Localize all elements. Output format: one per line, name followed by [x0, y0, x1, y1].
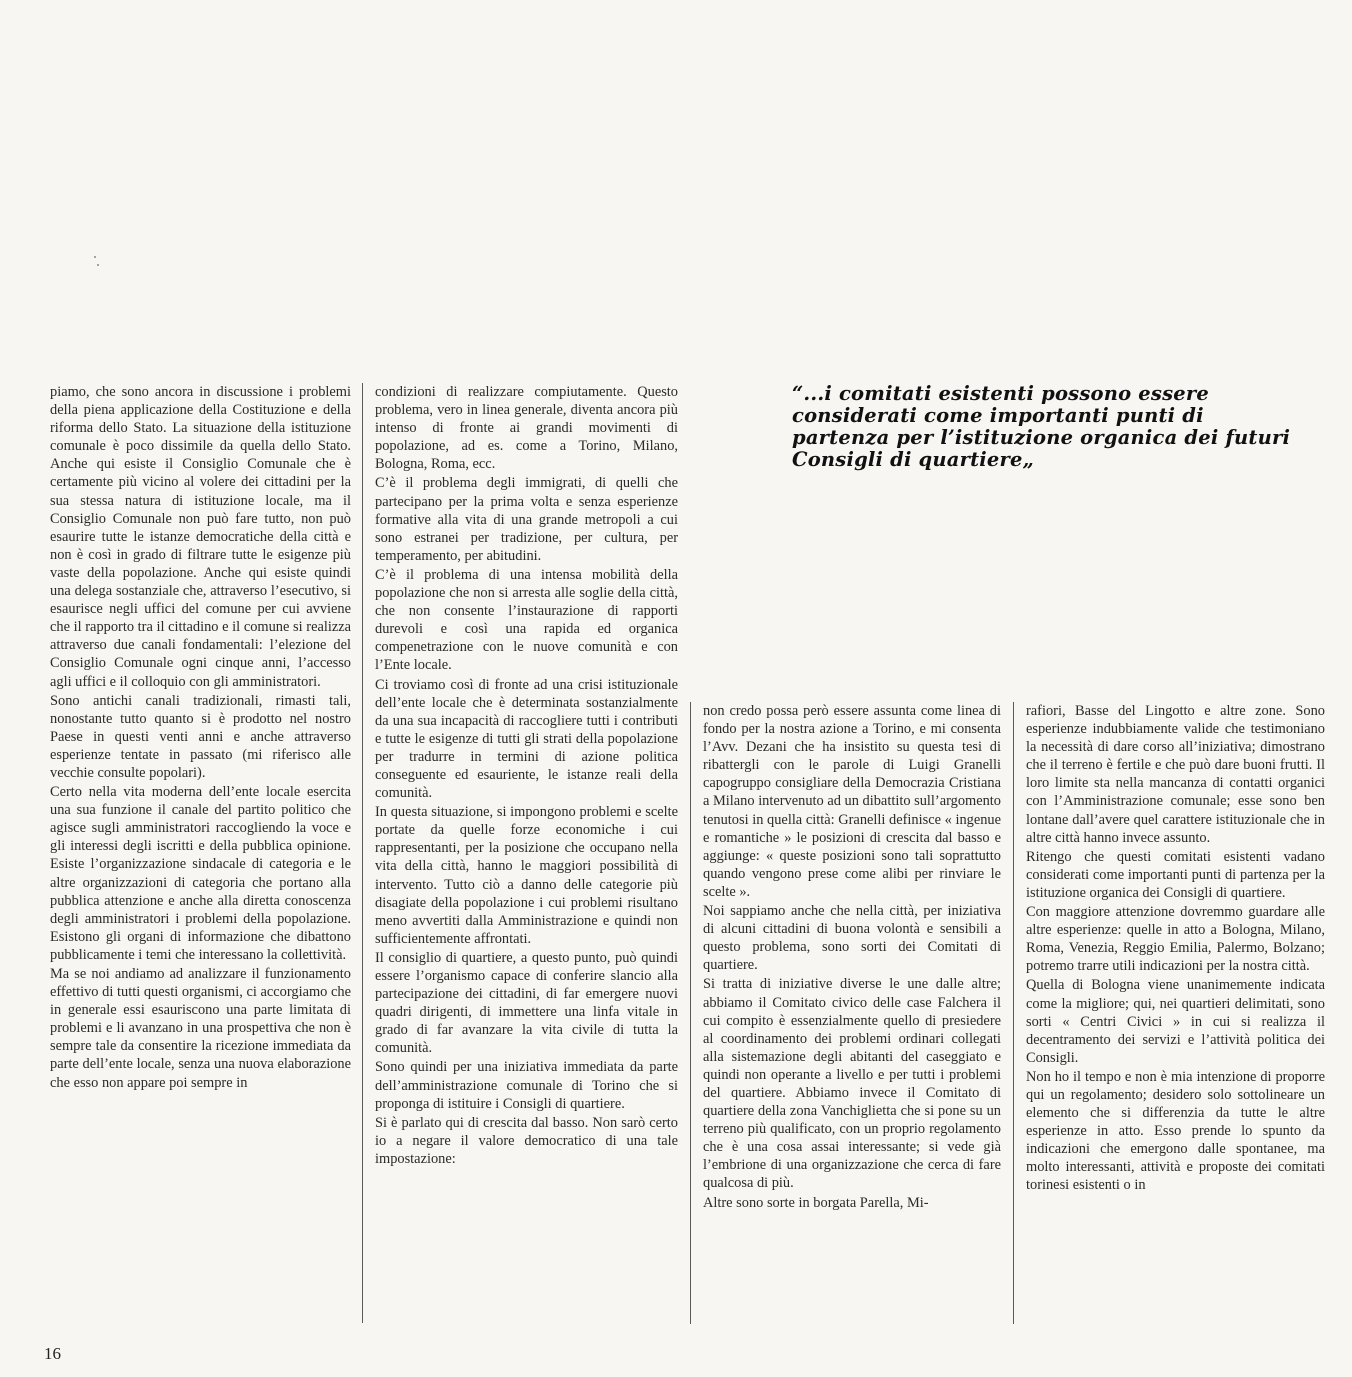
paragraph: Si tratta di iniziative diverse le une dalle altre; abbiamo il Comitato civico delle case Falchera il cui compito è essenzialmente quello di presiedere al coordinamento dei problemi ordinari collegati alla sistemazione degli abitanti del caseggiato e quindi non operante a livello e per tutti i problemi del quartiere. Abbiamo invece il Comitato di quartiere della zona Vanchiglietta che si pone su un terreno più qualificato, con un proprio regolamento che è una cosa assai interessante; si vede già l’embrione di una organizzazione che cerca di fare qualcosa di più.: [703, 976, 1001, 1192]
text-column-1: [50, 383, 351, 1323]
column-divider: [362, 383, 363, 1323]
page-number: 16: [44, 1344, 61, 1363]
column-divider: [690, 702, 691, 1324]
paragraph: non credo possa però essere assunta come linea di fondo per la nostra azione a Torino, e mi consenta l’Avv. Dezani che ha insistito su questa tesi di ribattergli con le parole di Luigi Granelli capogruppo consigliare della Democrazia Cristiana a Milano intervenuto ad un dibattito sull’argomento tenutosi in quella città: Granelli definisce « ingenue e romantiche » le posizioni di crescita dal basso e aggiunge: « queste posizioni sono tali soprattutto quando vengono prese come alibi per rinviare le scelte ».: [703, 703, 1001, 900]
paragraph: Altre sono sorte in borgata Parella, Mi-: [703, 1194, 929, 1211]
paragraph: Sono quindi per una iniziativa immediata da parte dell’amministrazione comunale di Torino che si proponga di istituire i Consigli di quartiere.: [375, 1059, 678, 1112]
paragraph: Ci troviamo così di fronte ad una crisi istituzionale dell’ente locale che è determinata sostanzialmente da una sua incapacità di raccogliere tutti i contributi e tutte le esigenze di tutti gli strati della popolazione per tradurre in termini di azione politica conseguente ed esauriente, le istanze reali della comunità.: [375, 676, 678, 802]
paragraph: Ritengo che questi comitati esistenti vadano considerati come importanti punti di partenza per la istituzione organica dei Consigli di quartiere.: [1026, 848, 1325, 901]
column-divider: [1013, 702, 1014, 1324]
paragraph: C’è il problema degli immigrati, di quelli che partecipano per la prima volta e senza esperienze formative alla vita di una grande metropoli a cui sono estranei per tradizione, per cultura, per temperamento, per abitudini.: [375, 475, 678, 564]
paragraph: piamo, che sono ancora in discussione i problemi della piena applicazione della Costituzione e della riforma dello Stato. La situazione della istituzione comunale è poco dissimile da quella dello Stato. Anche qui esiste il Consiglio Comunale che è certamente più vicino al volere dei cittadini per la sua stessa natura di istituzione locale, ma il Consiglio Comunale non può fare tutto, non può esaurire tutte le istanze democratiche della città e non è così in grado di filtrare tutte le esigenze più vaste della popolazione. Anche qui esiste quindi una delega sostanziale che, attraverso l’esecutivo, si esaurisce negli uffici del comune per cui avviene che il rapporto tra il cittadino e il comune si realizza attraverso due canali fondamentali: l’elezione del Consiglio Comunale ogni cinque anni, l’accesso agli uffici e il colloquio con gli amministratori.: [50, 384, 351, 690]
paragraph: condizioni di realizzare compiutamente. Questo problema, vero in linea generale, diventa ancora più intenso di fronte ai grandi movimenti di popolazione, ad es. come a Torino, Milano, Bologna, Roma, ecc.: [375, 384, 678, 473]
paragraph: Quella di Bologna viene unanimemente indicata come la migliore; qui, nei quartieri delimitati, sono sorti « Centri Civici » in cui si realizza il decentramento dei servizi e l’attività politica dei Consigli.: [1026, 977, 1325, 1066]
print-speck: [94, 256, 96, 258]
paragraph: Il consiglio di quartiere, a questo punto, può quindi essere l’organismo capace di conferire slancio alla partecipazione dei cittadini, di far emergere nuovi quadri dirigenti, di immettere una linfa vitale in grado di far avanzare la vita civile di tutta la comunità.: [375, 949, 678, 1057]
paragraph: Ma se noi andiamo ad analizzare il funzionamento effettivo di tutti questi organismi, ci accorgiamo che in generale essi esauriscono una parte limitata di problemi e li avanzano in una prospettiva che non è sempre tale da consentire la ricezione immediata da parte dell’ente locale, senza una nuova elaborazione che esso non appare poi sempre in: [50, 966, 351, 1091]
paragraph: Non ho il tempo e non è mia intenzione di proporre qui un regolamento; desidero solo sottolineare un elemento che si differenzia da tutte le altre esperienze in atto. Esso prende lo spunto da indicazioni che emergono dalle spontanee, ma molto interessanti, attività e proposte dei comitati torinesi esistenti o in: [1026, 1068, 1325, 1194]
paragraph: C’è il problema di una intensa mobilità della popolazione che non si arresta alle soglie della città, che non consente l’instaurazione di rapporti durevoli e così una rapida ed organica compenetrazione con le nuove comunità e con l’Ente locale.: [375, 566, 678, 674]
pull-quote: “...i comitati esistenti possono essere considerati come importanti punti di partenza per l’istituzione organica dei futuri Consigli di quartiere„: [792, 382, 1291, 471]
paragraph: rafiori, Basse del Lingotto e altre zone. Sono esperienze indubbiamente valide che testimoniano la necessità di dare corso all’iniziativa; dimostrano che il terreno è fertile e che può dare buoni frutti. Il loro limite sta nella mancanza di contatti organici con l’Amministrazione comunale; esse sono ben lontane dall’avere quel carattere istituzionale che in altre città hanno invece assunto.: [1026, 703, 1325, 846]
paragraph: In questa situazione, si impongono problemi e scelte portate da quelle forze economiche i cui rappresentanti, per la posizione che occupano nella vita della città, hanno le maggiori possibilità di intervento. Tutto ciò a danno delle categorie più disagiate della popolazione i cui problemi risultano meno avvertiti dalla Amministrazione e quindi non sufficientemente affrontati.: [375, 804, 678, 947]
text-column-3: [703, 702, 1001, 1324]
print-speck: [97, 264, 99, 266]
paragraph: Sono antichi canali tradizionali, rimasti tali, nonostante tutto quanto si è prodotto nel nostro Paese in questi venti anni e anche attraverso esperienze tentate in passato (mi riferisco alle vecchie consulte popolari).: [50, 692, 351, 781]
paragraph: Si è parlato qui di crescita dal basso. Non sarò certo io a negare il valore democratico di una tale impostazione:: [375, 1114, 678, 1167]
paragraph: Certo nella vita moderna dell’ente locale esercita una sua funzione il canale del partito politico che agisce sugli amministratori raccogliendo la voce e gli interessi degli iscritti e della pubblica opinione. Esiste l’organizzazione sindacale di categoria e le altre organizzazioni di categoria che portano alla pubblica attenzione e anche alla diretta conoscenza degli amministratori i problemi della popolazione. Esistono gli organi di informazione che dibattono pubblicamente i temi che interessano la collettività.: [50, 784, 351, 963]
paragraph: Noi sappiamo anche che nella città, per iniziativa di alcuni cittadini di buona volontà e sensibili a questo problema, sono sorti dei Comitati di quartiere.: [703, 903, 1001, 974]
text-column-4: [1026, 702, 1325, 1324]
paragraph: Con maggiore attenzione dovremmo guardare alle altre esperienze: quelle in atto a Bologna, Milano, Roma, Venezia, Reggio Emilia, Palermo, Bolzano; potremo trarre utili indicazioni per la nostra città.: [1026, 904, 1325, 975]
text-column-2: [375, 383, 678, 1167]
